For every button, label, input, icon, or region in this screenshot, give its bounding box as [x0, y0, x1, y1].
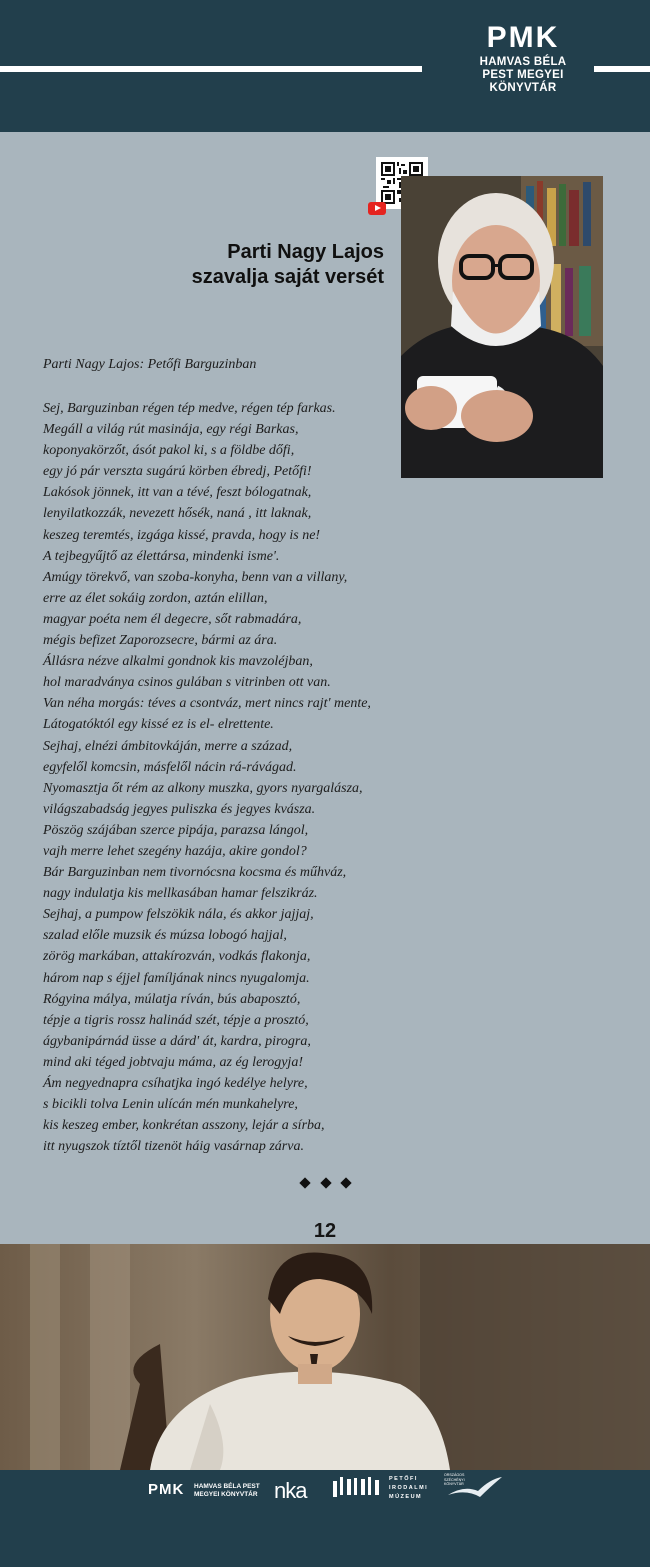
logo-line-3: KÖNYVTÁR	[489, 82, 557, 94]
video-title-line-1: Parti Nagy Lajos	[227, 241, 384, 263]
poem-line: egyfelől komcsin, másfelől nácin rá-rávágad.	[43, 759, 297, 775]
poem-line: Van néha morgás: téves a csontváz, mert nincs rajt' mente,	[43, 696, 371, 712]
poem-line: erre az élet sokáig zordon, aztán elillan,	[43, 590, 268, 606]
poem-line: zörög markában, attakírozván, vodkás flakonja,	[43, 949, 311, 965]
poem-line: Amúgy törekvő, van szoba-konyha, benn van a villany,	[43, 569, 348, 585]
pmk-logo-mark: PMK	[486, 21, 560, 54]
header-rule-right	[594, 66, 650, 72]
logo-line-1: HAMVAS BÉLA	[479, 56, 567, 68]
video-title[interactable]	[150, 240, 384, 290]
footer-oszk-text	[444, 1473, 480, 1487]
poem-line: tépje a tigris rossz halinád szét, tépje a prosztó,	[43, 1012, 309, 1028]
poem-block	[43, 355, 463, 1157]
poem-line: kis keszeg ember, konkrétan asszony, lejár a sírba,	[43, 1118, 325, 1134]
poem-line: lenyilatkozzák, nevezett hősék, naná , itt laknak,	[43, 506, 312, 522]
poem-line: A tejbegyűjtő az élettársa, mindenki isme'.	[43, 548, 280, 564]
poem-line: Lakósok jönnek, itt van a tévé, feszt bólogatnak,	[43, 485, 312, 501]
poem-line: keszeg teremtés, izgága kissé, pravda, hogy is ne!	[43, 527, 321, 543]
separator-diamond	[299, 1177, 310, 1188]
poem-line: szalad előle muzsik és múzsa lobogó hajjal,	[43, 928, 287, 944]
poem-line: Sej, Barguzinban régen tép medve, régen tép farkas.	[43, 401, 336, 416]
logo-line-2: PEST MEGYEI	[482, 69, 564, 81]
footer-pim-text-line-1: PETŐFI	[389, 1476, 418, 1482]
poem-line: Megáll a világ rút masinája, egy régi Barkas,	[43, 422, 299, 438]
poem-line: koponyakörzőt, ásót pakol ki, s a földbe dőfi,	[43, 443, 295, 459]
footer-pim-text-line-3: MÚZEUM	[389, 1494, 423, 1500]
poem-line: Pöszög szájában szerce pipája, parazsa lángol,	[43, 822, 309, 838]
footer-oszk-text-line-3: KÖNYVTÁR	[444, 1482, 464, 1486]
poem-line: nagy indulatja kis mellkasában hamar felszikráz.	[43, 886, 318, 902]
footer-nka-logo[interactable]: nka	[274, 1478, 307, 1503]
poem-line: Sejhaj, a pumpow felszökik nála, és akkor jajjaj,	[43, 907, 314, 923]
poem-line: Rógyina málya, múlatja ríván, bús abaposztó,	[43, 991, 301, 1007]
poem-line: vajh merre lehet szegény hazája, akire gondol?	[43, 843, 307, 859]
footer-pmk-logo[interactable]: PMK	[148, 1481, 185, 1498]
poem-heading: Parti Nagy Lajos: Petőfi Barguzinban	[43, 357, 257, 372]
footer-pmk-text-line-1: HAMVAS BÉLA PEST	[194, 1483, 260, 1490]
poem-lines	[43, 398, 463, 1157]
separator-diamond	[340, 1177, 351, 1188]
poem-line: mégis befizet Zaporozsecre, bármi az ára.	[43, 633, 278, 649]
poem-line: Ám negyednapra csíhatjka ingó kedélye helyre,	[43, 1076, 308, 1091]
footer-pmk-text-line-2: MEGYEI KÖNYVTÁR	[194, 1490, 258, 1498]
poem-line: magyar poéta nem él degecre, sőt rabmadára,	[43, 611, 302, 627]
poem-line: s bicikli tolva Lenin ulícán mén munkahelyre,	[43, 1097, 298, 1113]
footer-oszk-text-line-1: ORSZÁGOS	[444, 1473, 465, 1477]
youtube-icon[interactable]	[368, 202, 386, 215]
footer-pim-text	[389, 1475, 428, 1502]
footer-pmk-text	[194, 1483, 270, 1498]
poem-line: Állásra nézve alkalmi gondnok kis mavzoléjban,	[43, 654, 313, 670]
poem-line: Nyomasztja őt rém az alkony muszka, gyors nyargalásza,	[43, 780, 363, 796]
poem-line: világszabadság jegyes puliszka és jegyes kvásza.	[43, 801, 316, 817]
separator-diamond	[320, 1177, 331, 1188]
footer-bar	[0, 1470, 650, 1567]
petofi-portrait-painting	[0, 1244, 650, 1470]
poem-line: mind aki téged jobtvaju máma, az ég lerogyja!	[43, 1054, 303, 1070]
poem-line: itt nyugszok tíztől tizenöt háig vasárnap zárva.	[43, 1139, 304, 1155]
header-rule-left	[0, 66, 422, 72]
footer-oszk-text-line-2: SZÉCHÉNYI	[444, 1477, 465, 1482]
page-number: 12	[313, 1220, 337, 1242]
pmk-logo[interactable]	[458, 20, 588, 95]
poem-line: ágybanipárnád üsse a dárd' át, kardra, pirogra,	[43, 1033, 311, 1049]
footer-pim-logo-icon[interactable]	[333, 1475, 383, 1497]
header-bar	[0, 0, 650, 132]
footer-pim-text-line-2: IRODALMI	[389, 1485, 429, 1491]
poem-line: egy jó pár verszta sugárú körben ébredj, Petőfi!	[43, 464, 312, 480]
section-separator	[296, 1176, 356, 1190]
poem-line: Bár Barguzinban nem tivornócsna kocsma és műhváz,	[43, 865, 347, 881]
poem-line: Sejhaj, elnézi ámbitovkáján, merre a század,	[43, 738, 293, 754]
video-title-line-2: szavalja saját versét	[191, 266, 384, 288]
poem-line: hol maradványa csinos gulában s vitrinben ott van.	[43, 675, 331, 691]
poem-line: Látogatóktól egy kissé ez is el- elrettente.	[43, 717, 274, 733]
poem-line: három nap s éjjel famíljának nincs nyugalomja.	[43, 970, 310, 986]
